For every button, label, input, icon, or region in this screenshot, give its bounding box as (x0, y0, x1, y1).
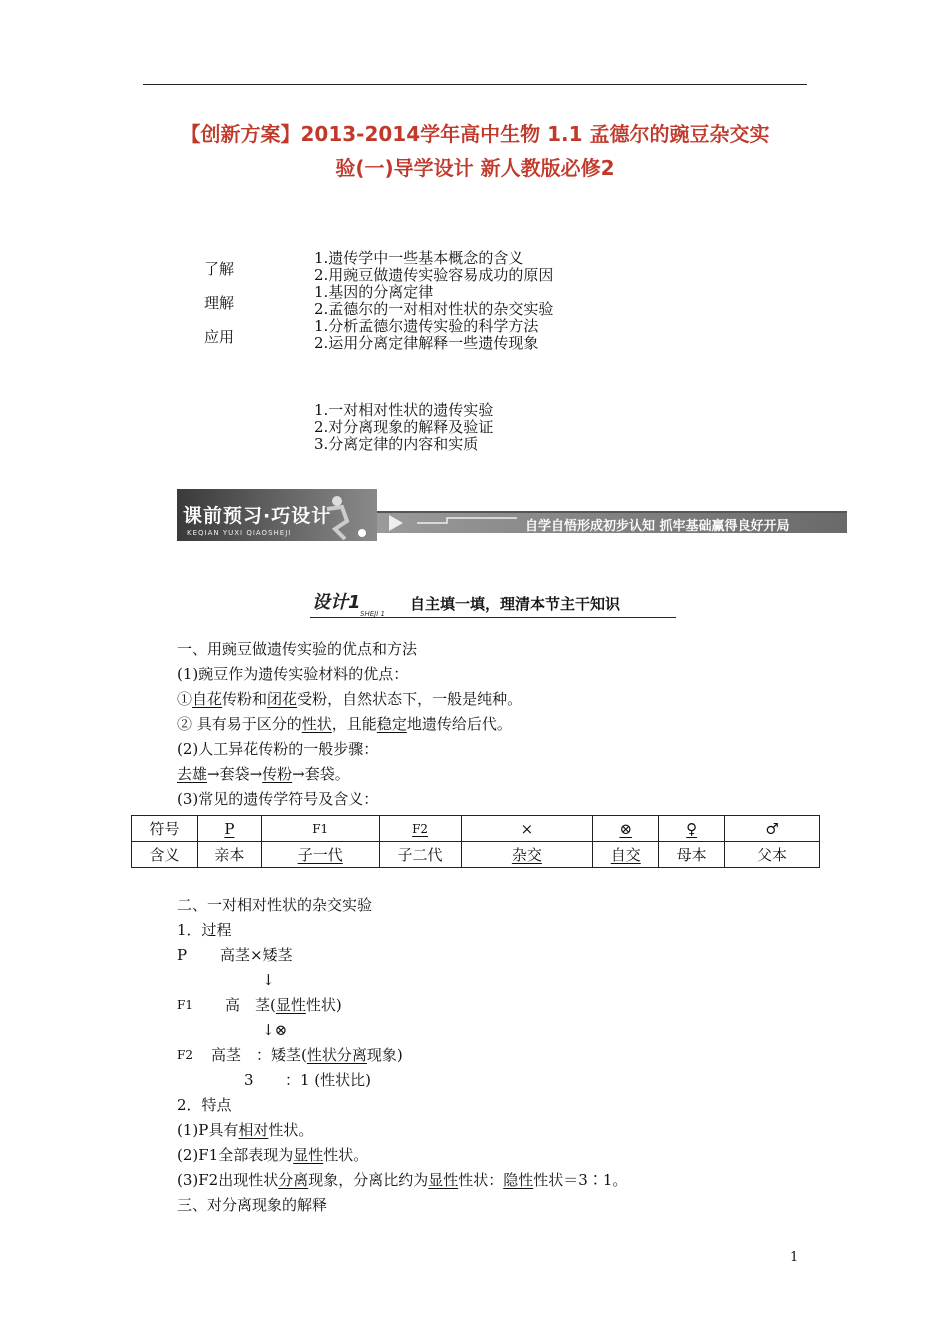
table-cell (593, 816, 659, 842)
objective-level-comprehend: 理解 (204, 294, 235, 312)
table-cell: 亲本 (197, 842, 261, 868)
genetics-symbol-table (131, 815, 820, 868)
key-point: 3.分离定律的内容和实质 (314, 435, 479, 453)
part1-item2 (177, 712, 512, 737)
part1-sub1: (1)豌豆作为遗传实验材料的优点： (177, 665, 409, 683)
page-number: 1 (790, 1250, 799, 1265)
blank-answer: F2 (412, 821, 429, 836)
blank-answer: 显性 (293, 1146, 324, 1164)
section-badge-pinyin: SHEJI 1 (360, 610, 385, 618)
part1-steps (177, 762, 350, 787)
text: 高 茎( (225, 996, 276, 1014)
blank-answer: ⊗ (619, 819, 633, 838)
part1-sub3: (3)常见的遗传学符号及含义： (177, 790, 379, 808)
part1-sub2: (2)人工异花传粉的一般步骤： (177, 740, 379, 758)
text: 受粉，自然状态下，一般是纯种。 (297, 690, 523, 708)
blank-answer: 性状 (301, 715, 332, 733)
objective-item: 2.用豌豆做遗传实验容易成功的原因 (314, 266, 554, 284)
objective-item: 2.运用分离定律解释一些遗传现象 (314, 334, 539, 352)
objective-item: 1.遗传学中一些基本概念的含义 (314, 249, 524, 267)
objective-level-understand: 了解 (204, 260, 235, 278)
text: →套袋。 (292, 765, 350, 783)
p-cross: 高茎×矮茎 (220, 946, 293, 964)
text: (1)P具有 (177, 1121, 239, 1139)
header-rule (143, 84, 807, 85)
part3-heading: 三、对分离现象的解释 (177, 1196, 328, 1214)
process-title: 1．过程 (177, 921, 232, 939)
table-cell: 父本 (725, 842, 820, 868)
table-cell (261, 842, 379, 868)
blank-answer: 稳定 (376, 715, 407, 733)
feature-2 (177, 1143, 368, 1168)
text: 现象) (366, 1046, 403, 1064)
text: (3)F2出现性状 (177, 1171, 279, 1189)
key-point: 2.对分离现象的解释及验证 (314, 418, 494, 436)
text: 现象，分离比约为 (308, 1171, 429, 1189)
text: →套袋→ (207, 765, 263, 783)
section-badge: 设计1 (312, 592, 361, 613)
objective-level-apply: 应用 (204, 328, 235, 346)
text: 高茎 ：矮茎( (211, 1046, 307, 1064)
text: 传粉和 (222, 690, 268, 708)
banner-slogan: 自学自悟形成初步认知 抓牢基础赢得良好开局 (525, 519, 790, 534)
part1-heading: 一、用豌豆做遗传实验的优点和方法 (177, 640, 418, 658)
table-cell: 母本 (659, 842, 725, 868)
banner-pinyin: KEQIAN YUXI QIAOSHEJI (187, 529, 292, 537)
table-cell: × (461, 816, 593, 842)
blank-answer: 相对 (238, 1121, 269, 1139)
key-point: 1.一对相对性状的遗传实验 (314, 401, 494, 419)
table-row (132, 842, 820, 868)
section-header (310, 586, 676, 620)
self-cross-arrow: ↓⊗ (262, 1021, 288, 1039)
part1-item1 (177, 687, 522, 712)
part2-heading: 二、一对相对性状的杂交实验 (177, 896, 373, 914)
feature-1 (177, 1118, 313, 1143)
blank-answer: P (224, 819, 235, 838)
table-cell (197, 816, 261, 842)
title-line-1: 【创新方案】2013-2014学年高中生物 1.1 孟德尔的豌豆杂交实 (180, 122, 770, 146)
table-cell: 子二代 (379, 842, 461, 868)
text: 地遗传给后代。 (406, 715, 512, 733)
text: 性状) (305, 996, 342, 1014)
f1-label: F1 (177, 998, 193, 1012)
f1-result (225, 993, 342, 1018)
text: (2)F1全部表现为 (177, 1146, 294, 1164)
blank-answer: 杂交 (511, 846, 542, 864)
table-cell: 含义 (132, 842, 198, 868)
text: ① (177, 690, 193, 708)
features-title: 2．特点 (177, 1096, 232, 1114)
blank-answer: 显性 (275, 996, 306, 1014)
blank-answer: ♀ (686, 819, 698, 838)
feature-3 (177, 1168, 627, 1193)
cross-arrow: ↓ (262, 971, 275, 989)
blank-answer: 闭花 (267, 690, 298, 708)
table-row (132, 816, 820, 842)
text: ，且能 (331, 715, 377, 733)
blank-answer: 隐性 (503, 1171, 534, 1189)
blank-answer: 自交 (610, 846, 641, 864)
section-header-text: 自主填一填，理清本节主干知识 (410, 595, 621, 613)
banner-title: 课前预习·巧设计 (183, 505, 332, 527)
blank-answer: 显性 (428, 1171, 459, 1189)
section-header-rule (310, 617, 676, 618)
f2-label: F2 (177, 1048, 193, 1062)
blank-answer: 子一代 (297, 846, 343, 864)
table-cell (593, 842, 659, 868)
objective-item: 1.基因的分离定律 (314, 283, 434, 301)
ratio-left: 3 (244, 1071, 254, 1089)
ratio-right: ：1 (性状比) (285, 1071, 372, 1089)
blank-answer: 性状分离 (306, 1046, 367, 1064)
table-cell (379, 816, 461, 842)
table-cell: 符号 (132, 816, 198, 842)
text: 性状： (458, 1171, 504, 1189)
table-cell: ♂ (725, 816, 820, 842)
text: 性状＝3∶1。 (533, 1171, 628, 1189)
section-banner (177, 489, 847, 541)
objective-item: 2.孟德尔的一对相对性状的杂交实验 (314, 300, 554, 318)
f2-result (211, 1043, 403, 1068)
text: 性状。 (323, 1146, 369, 1164)
blank-answer: 自花 (192, 690, 223, 708)
p-label: P (177, 946, 188, 964)
table-cell (461, 842, 593, 868)
text: ② 具有易于区分的 (177, 715, 302, 733)
title-line-2: 验(一)导学设计 新人教版必修2 (335, 156, 615, 180)
table-cell (659, 816, 725, 842)
text: 性状。 (268, 1121, 314, 1139)
objective-item: 1.分析孟德尔遗传实验的科学方法 (314, 317, 539, 335)
blank-answer: 传粉 (262, 765, 293, 783)
table-cell: F1 (261, 816, 379, 842)
blank-answer: 去雄 (177, 765, 208, 783)
blank-answer: 分离 (278, 1171, 309, 1189)
